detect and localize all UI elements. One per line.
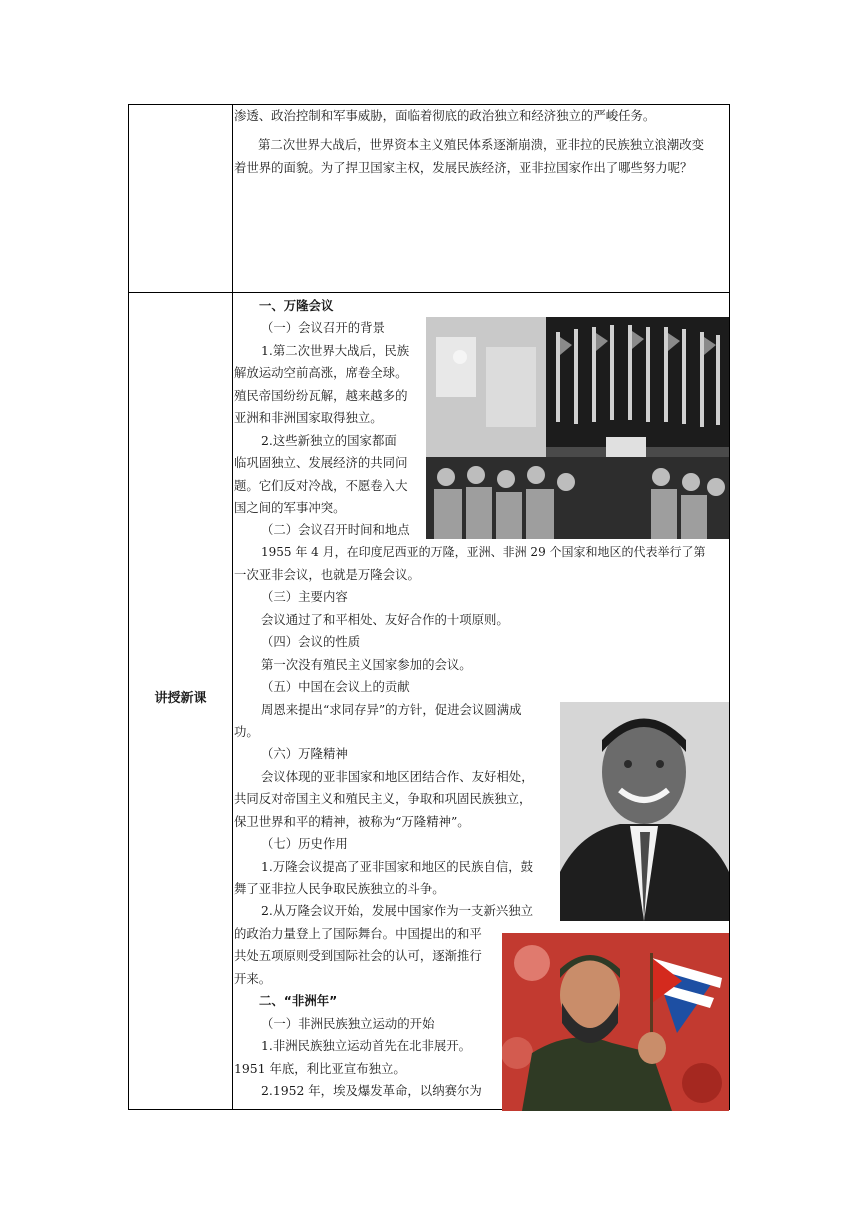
text-line: 2.从万隆会议开始，发展中国家作为一支新兴独立 [261, 903, 534, 918]
text-line: 殖民帝国纷纷瓦解，越来越多的 [234, 388, 408, 403]
subheading-historical-role: （七）历史作用 [261, 836, 348, 851]
subheading-china-contribution: （五）中国在会议上的贡献 [261, 679, 410, 694]
section-label: 讲授新课 [154, 691, 207, 706]
subheading-main-content: （三）主要内容 [261, 589, 348, 604]
text-line: 亚洲和非洲国家取得独立。 [234, 410, 383, 425]
row1-line-2: 第二次世界大战后，世界资本主义殖民体系逐渐崩溃，亚非拉的民族独立浪潮改变 [258, 137, 705, 152]
text-line: 国之间的军事冲突。 [234, 500, 346, 515]
subheading-bandung-spirit: （六）万隆精神 [261, 746, 348, 761]
text-line: 2.1952 年，埃及爆发革命，以纳赛尔为 [261, 1083, 482, 1098]
text-line: 1955 年 4 月，在印度尼西亚的万隆，亚洲、非洲 29 个国家和地区的代表举行了第 [261, 545, 706, 559]
text-line: 1.第二次世界大战后，民族 [261, 343, 410, 358]
text-line: 共同反对帝国主义和殖民主义，争取和巩固民族独立， [234, 791, 532, 806]
text-line: 1951 年底，利比亚宣布独立。 [234, 1061, 406, 1076]
text-line: 第一次没有殖民主义国家参加的会议。 [261, 657, 472, 672]
text-line: 1.万隆会议提高了亚非国家和地区的民族自信，鼓 [261, 859, 534, 874]
bandung-conference-photo [426, 317, 729, 539]
text-line: 解放运动空前高涨，席卷全球。 [234, 365, 408, 380]
text-line: 功。 [234, 724, 259, 739]
row1-line-1: 渗透、政治控制和军事威胁，面临着彻底的政治独立和经济独立的严峻任务。 [234, 108, 656, 123]
text-line: 2.这些新独立的国家都面 [261, 433, 397, 448]
subheading-africa-start: （一）非洲民族独立运动的开始 [261, 1016, 435, 1031]
heading-bandung-conference: 一、万隆会议 [259, 298, 334, 313]
subheading-time-place: （二）会议召开时间和地点 [261, 522, 410, 537]
cuban-flag-photo [502, 933, 729, 1111]
text-line: 周恩来提出“求同存异”的方针，促进会议圆满成 [261, 702, 522, 717]
text-line: 题。它们反对冷战，不愿卷入大 [234, 478, 408, 493]
portrait-photo [560, 702, 729, 921]
text-line: 会议通过了和平相处、友好合作的十项原则。 [261, 612, 509, 627]
text-line: 临巩固独立、发展经济的共同问 [234, 455, 408, 470]
text-line: 的政治力量登上了国际舞台。中国提出的和平 [234, 926, 482, 941]
heading-africa-year: 二、“非洲年” [259, 993, 338, 1008]
text-line: 1.非洲民族独立运动首先在北非展开。 [261, 1038, 472, 1053]
row1-line-3: 着世界的面貌。为了捍卫国家主权，发展民族经济，亚非拉国家作出了哪些努力呢？ [234, 160, 693, 175]
subheading-nature: （四）会议的性质 [261, 634, 361, 649]
text-line: 开来。 [234, 971, 272, 986]
text-line: 会议体现的亚非国家和地区团结合作、友好相处， [261, 769, 534, 784]
subheading-background: （一）会议召开的背景 [261, 320, 385, 335]
text-line: 保卫世界和平的精神，被称为“万隆精神”。 [234, 814, 470, 829]
text-line: 舞了亚非拉人民争取民族独立的斗争。 [234, 881, 445, 896]
text-line: 共处五项原则受到国际社会的认可，逐渐推行 [234, 948, 482, 963]
lesson-table [128, 104, 730, 1110]
column-divider [232, 105, 233, 1109]
row-divider [129, 292, 729, 293]
text-line: 一次亚非会议，也就是万隆会议。 [234, 567, 420, 582]
